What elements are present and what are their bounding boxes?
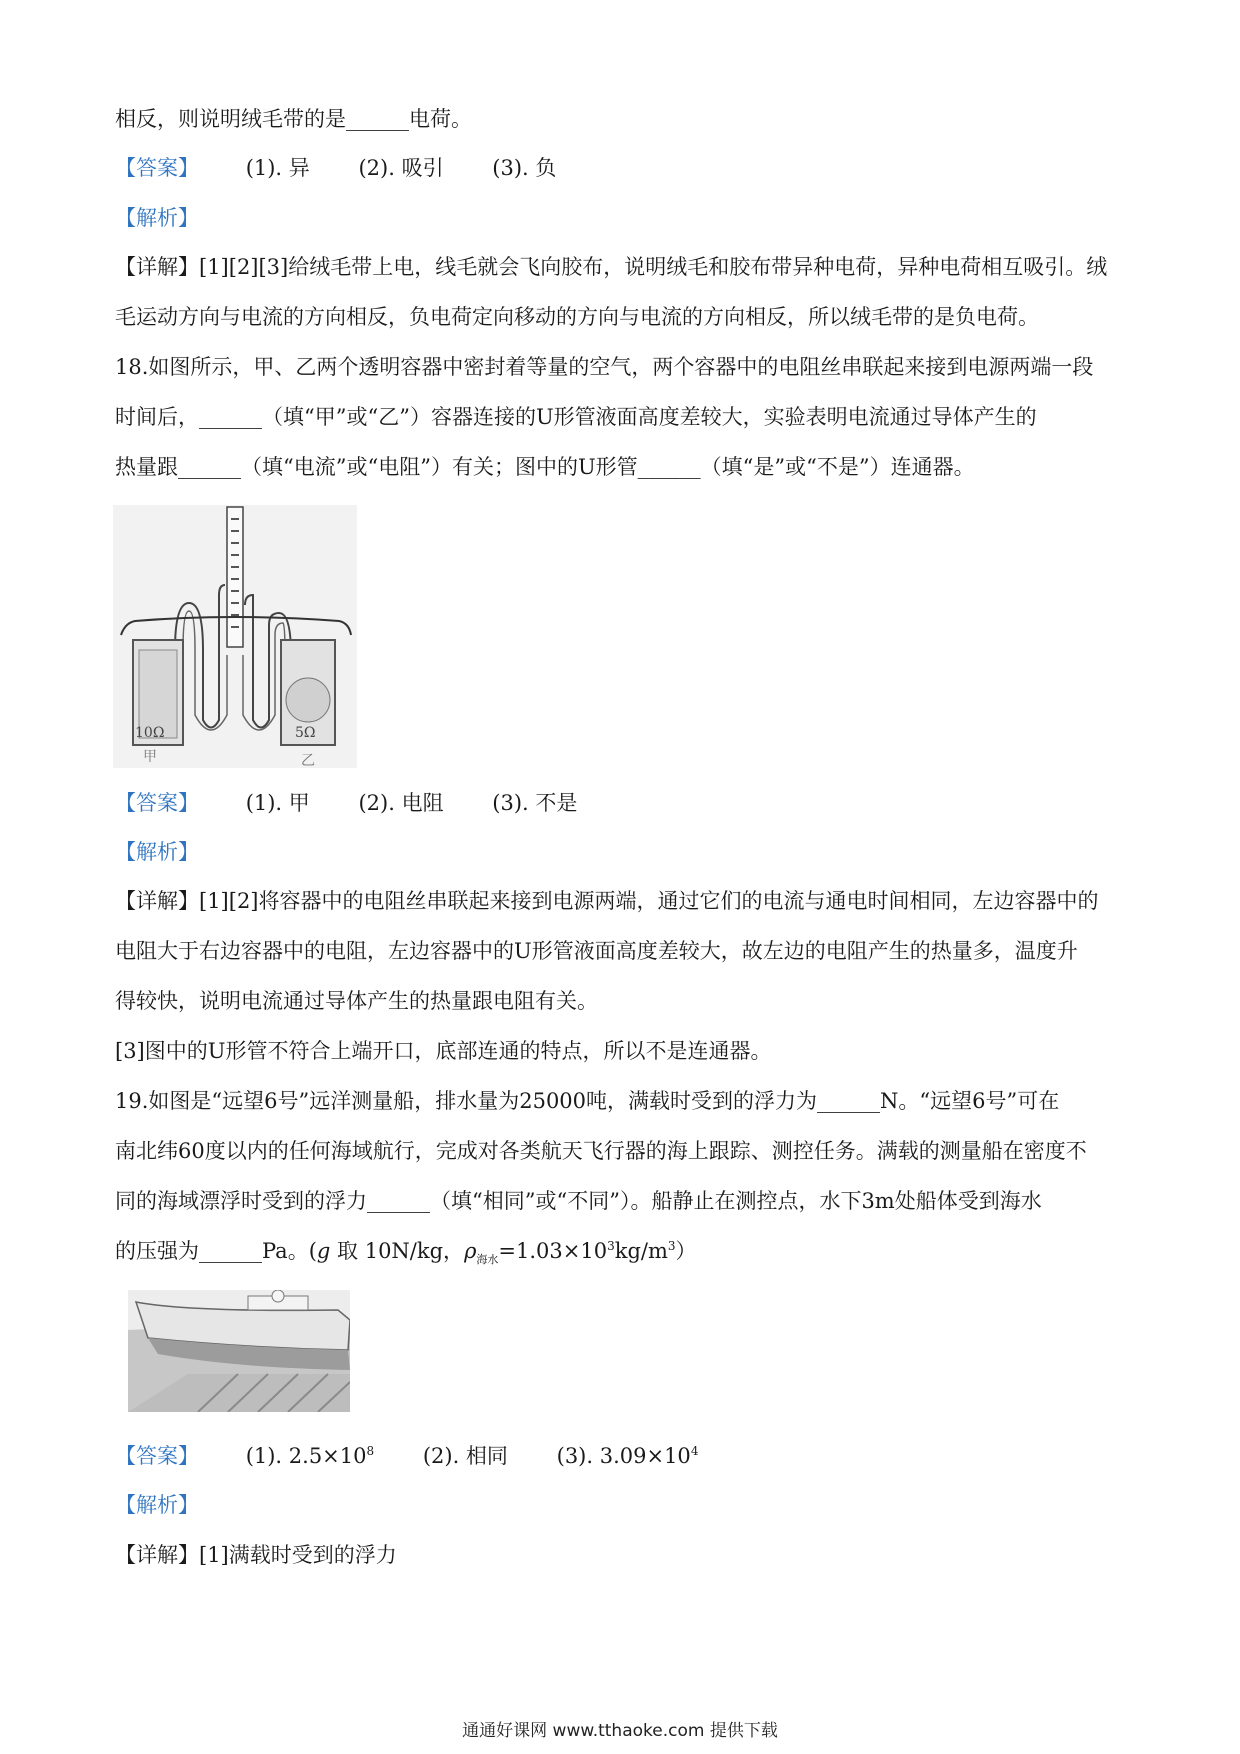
text-line: [3]图中的U形管不符合上端开口，底部连通的特点，所以不是连通器。 [115,1039,772,1063]
detail-tag: 【详解】 [115,1543,199,1567]
answer-item: (3). $3.09\times 10^4$ [556,1444,699,1468]
question-19-line: 19.如图是“远望6号”远洋测量船，排水量为25000吨，满载时受到的浮力为______N。“远望6号”可在 [115,1089,1060,1113]
detail-tag: 【详解】 [115,255,199,279]
left-resistor-label: 10Ω [135,725,165,741]
answer-item: (1). $2.5\times 10^8$ [245,1444,375,1468]
analysis-tag: 【解析】 [115,840,199,864]
answer-item: (2). 吸引 [358,156,444,180]
analysis-tag: 【解析】 [115,1493,199,1517]
text-line: 得较快，说明电流通过导体产生的热量跟电阻有关。 [115,989,598,1013]
answer-tag: 【答案】 [115,1444,199,1468]
container-yi-label: 乙 [301,753,315,768]
detail-line: 【详解】[1][2][3]给绒毛带上电，线毛就会飞向胶布，说明绒毛和胶布带异种电荷，异种电荷相互吸引。绒 [115,255,1108,279]
question-18-line: 18.如图所示，甲、乙两个透明容器中密封着等量的空气，两个容器中的电阻丝串联起来接到电源两端一段 [115,355,1094,379]
container-jia-label: 甲 [143,749,157,765]
question-19-line: 同的海域漂浮时受到的浮力______（填“相同”或“不同”）。船静止在测控点，水下3m处船体受到海水 [115,1189,1042,1213]
detail-line: 【详解】[1]满载时受到的浮力 [115,1543,397,1567]
answer-item: (1). 异 [245,156,310,180]
right-resistor-label: 5Ω [295,725,316,741]
answer-tag: 【答案】 [115,791,199,815]
u-tube-figure [113,505,357,768]
answer-item: (2). 相同 [422,1444,508,1468]
answer-tag: 【答案】 [115,156,199,180]
answer-line [115,153,556,183]
question-18-line: 热量跟______（填“电流”或“电阻”）有关；图中的U形管______（填“是”或“不是”）连通器。 [115,455,975,479]
answer-item: (3). 不是 [492,791,578,815]
answer-item: (1). 甲 [245,791,310,815]
detail-line: 【详解】[1][2]将容器中的电阻丝串联起来接到电源两端，通过它们的电流与通电时间相同，左边容器中的 [115,889,1099,913]
detail-tag: 【详解】 [115,889,199,913]
text-line: 相反，则说明绒毛带的是______电荷。 [115,107,472,131]
answer-item: (2). 电阻 [358,791,444,815]
text-line: 毛运动方向与电流的方向相反，负电荷定向移动的方向与电流的方向相反，所以绒毛带的是负电荷。 [115,305,1039,329]
text-line: 电阻大于右边容器中的电阻，左边容器中的U形管液面高度差较大，故左边的电阻产生的热量多，温度升 [115,939,1078,963]
answer-line [115,1441,698,1471]
question-18-line: 时间后，______（填“甲”或“乙”）容器连接的U形管液面高度差较大，实验表明电流通过导体产生的 [115,405,1037,429]
answer-item: (3). 负 [492,156,557,180]
question-19-line: 的压强为______Pa。(g 取 10N/kg，$\rho_{海水}=1.03\times 10^3kg/m^3$） [115,1239,697,1267]
page-footer: 通通好课网 www.tthaoke.com 提供下载 [462,1721,778,1741]
answer-line [115,788,577,818]
question-19-line: 南北纬60度以内的任何海域航行，完成对各类航天飞行器的海上跟踪、测控任务。满载的测量船在密度不 [115,1139,1087,1163]
ship-photo [128,1290,350,1412]
analysis-tag: 【解析】 [115,206,199,230]
